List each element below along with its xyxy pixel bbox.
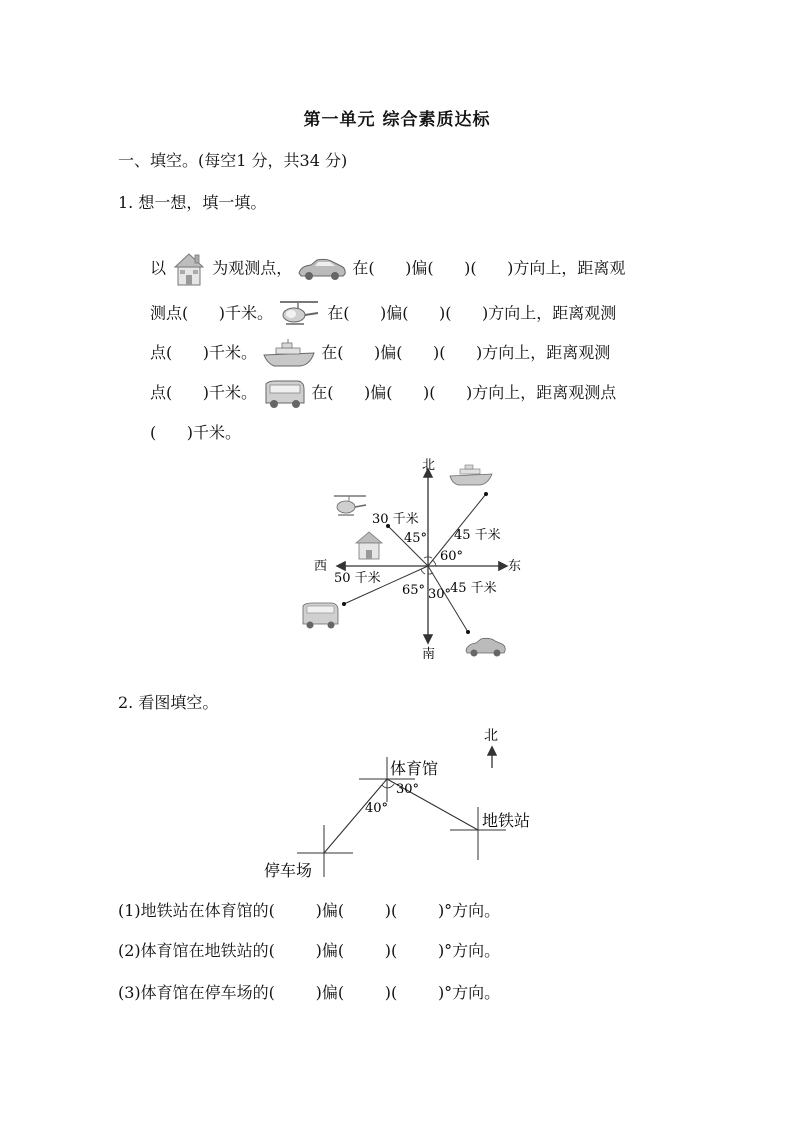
angle-40-label: 40° <box>365 801 389 816</box>
q1-line-3 <box>150 338 676 368</box>
q1-line-2-b: 在( )偏( )( )方向上，距离观测 <box>327 303 617 323</box>
q1-line-1-a: 以 <box>150 258 167 278</box>
page-title: 第一单元 综合素质达标 <box>303 110 491 130</box>
q2-item-3: (3)体育馆在停车场的( )偏( )( )°方向。 <box>118 983 501 1002</box>
section-heading: 一、填空。(每空1 分，共34 分) <box>118 151 348 170</box>
label-65deg: 65° <box>402 583 426 598</box>
q1-line-2-a: 测点( )千米。 <box>150 303 274 323</box>
q1-line-2 <box>150 298 676 328</box>
q1-direction-diagram <box>298 456 528 666</box>
q1-line-4-b: 在( )偏( )( )方向上，距离观测点 <box>311 383 617 402</box>
diagram-helicopter-icon <box>334 496 366 515</box>
label-45deg: 45° <box>404 531 428 546</box>
question-1-label: 1. 想一想，填一填。 <box>118 193 267 212</box>
label-60deg: 60° <box>440 549 464 564</box>
q2-map-diagram <box>262 722 562 887</box>
q1-line-4-a: 点( )千米。 <box>150 383 258 402</box>
parking-label: 停车场 <box>264 861 313 880</box>
q1-line-3-b: 在( )偏( )( )方向上，距离观测 <box>321 343 611 362</box>
label-45km-car: 45 千米 <box>450 581 497 596</box>
q1-line-1-c: 在( )偏( )( )方向上，距离观 <box>352 258 626 278</box>
q2-item-1: (1)地铁站在体育馆的( )偏( )( )°方向。 <box>118 901 501 920</box>
q1-line-4 <box>150 378 676 408</box>
diagram-bus-icon <box>303 603 338 629</box>
diagram-house-icon <box>356 532 382 559</box>
q1-line-1-b: 为观测点， <box>212 258 293 278</box>
diagram-ship-icon <box>450 465 492 485</box>
north-label: 北 <box>422 458 436 473</box>
q1-line-3-a: 点( )千米。 <box>150 343 258 362</box>
west-label: 西 <box>314 559 328 574</box>
label-50km: 50 千米 <box>334 571 381 586</box>
q1-line-5-a: ( )千米。 <box>150 423 242 442</box>
east-label: 东 <box>508 559 522 574</box>
label-30km: 30 千米 <box>372 512 419 527</box>
q2-north-label: 北 <box>484 728 498 744</box>
gym-label: 体育馆 <box>390 759 439 778</box>
q2-item-2: (2)体育馆在地铁站的( )偏( )( )°方向。 <box>118 941 501 960</box>
diagram-car-icon <box>466 638 505 656</box>
car-icon <box>297 256 347 282</box>
path-gym-parking <box>324 779 387 853</box>
q1-line-1 <box>150 250 676 280</box>
q1-line-5 <box>150 418 676 448</box>
house-icon <box>171 250 207 288</box>
label-30deg: 30° <box>428 587 452 602</box>
question-2-label: 2. 看图填空。 <box>118 693 219 712</box>
ship-icon <box>262 339 316 369</box>
subway-label: 地铁站 <box>482 811 531 830</box>
helicopter-icon <box>278 298 322 330</box>
label-45km-ship: 45 千米 <box>454 528 501 543</box>
angle-30-label: 30° <box>396 782 420 797</box>
south-label: 南 <box>422 647 436 662</box>
bus-icon <box>262 379 306 409</box>
